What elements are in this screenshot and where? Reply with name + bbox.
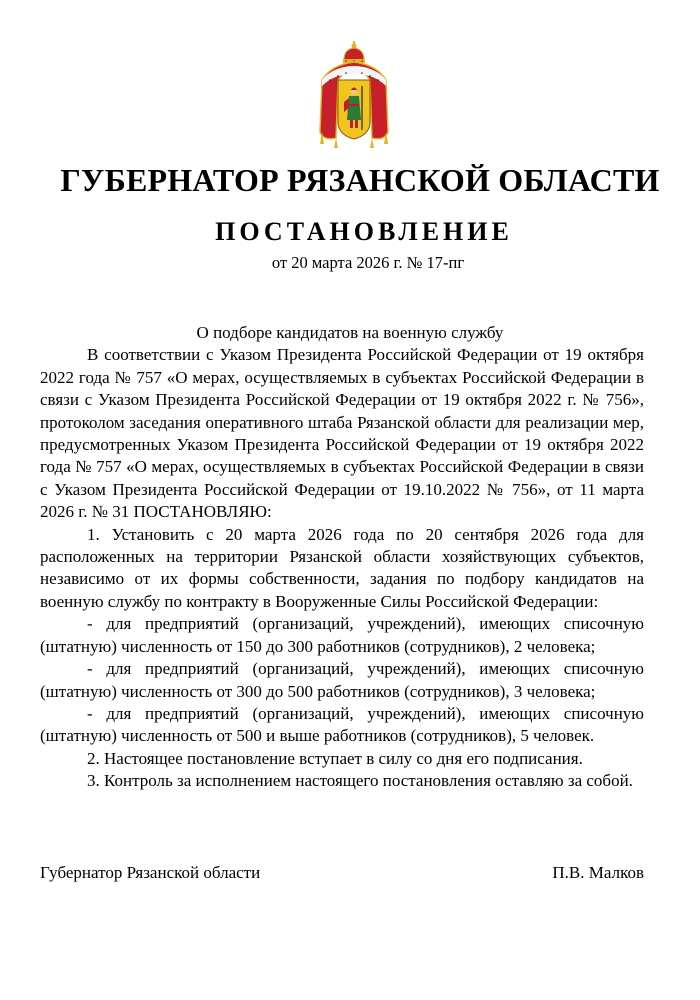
- coat-of-arms-icon: [316, 40, 392, 156]
- signatory-name: П.В. Малков: [552, 863, 644, 882]
- shield-icon: [338, 80, 370, 139]
- authority-title: ГУБЕРНАТОР РЯЗАНСКОЙ ОБЛАСТИ: [60, 162, 660, 198]
- item-2-paragraph: 2. Настоящее постановление вступает в силу со дня его подписания.: [87, 748, 583, 768]
- document-body: [40, 322, 644, 793]
- preamble-paragraph: В соответствии с Указом Президента Российской Федерации от 19 октября 2022 года № 757 «О мерах, осуществляемых в субъектах Российской Федерации в связи с Указом Президента Российской Федерации от 19 октября 2022 г. № 756», протоколом заседания оперативного штаба Рязанской области для реализации мер, предусмотренных Указом Президента Российской Федерации от 19 октября 2022 года № 757 «О мерах, осуществляемых в субъектах Российской Федерации в связи с Указом Президента Российской Федерации от 19.10.2022 № 756», от 11 марта 2026 г. № 31 ПОСТАНОВЛЯЮ:: [40, 345, 644, 522]
- crown-icon: [343, 41, 365, 63]
- item-1-subitem-a: - для предприятий (организаций, учреждений), имеющих списочную (штатную) численность от 150 до 300 работников (сотрудников), 2 человека;: [40, 614, 644, 656]
- item-1-subitem-c: - для предприятий (организаций, учреждений), имеющих списочную (штатную) численность от 500 и выше работников (сотрудников), 5 человек.: [40, 703, 644, 746]
- document-date-number: от 20 марта 2026 г. № 17-пг: [271, 253, 465, 272]
- item-1-paragraph: 1. Установить с 20 марта 2026 года по 20 сентября 2026 года для расположенных на территории Рязанской области хозяйствующих субъектов, независимо от их формы собственности, задания по подбору кандидатов на военную службу по контракту в Вооруженные Силы Российской Федерации:: [40, 524, 644, 611]
- item-1-subitem-b: - для предприятий (организаций, учреждений), имеющих списочную (штатную) численность от 300 до 500 работников (сотрудников), 3 человека;: [40, 659, 644, 701]
- item-3-paragraph: 3. Контроль за исполнением настоящего постановления оставляю за собой.: [87, 771, 633, 791]
- signatory-position: Губернатор Рязанской области: [40, 863, 261, 882]
- document-type: ПОСТАНОВЛЕНИЕ: [215, 217, 513, 246]
- document-subject: О подборе кандидатов на военную службу: [196, 323, 504, 342]
- signature-block: [40, 862, 644, 886]
